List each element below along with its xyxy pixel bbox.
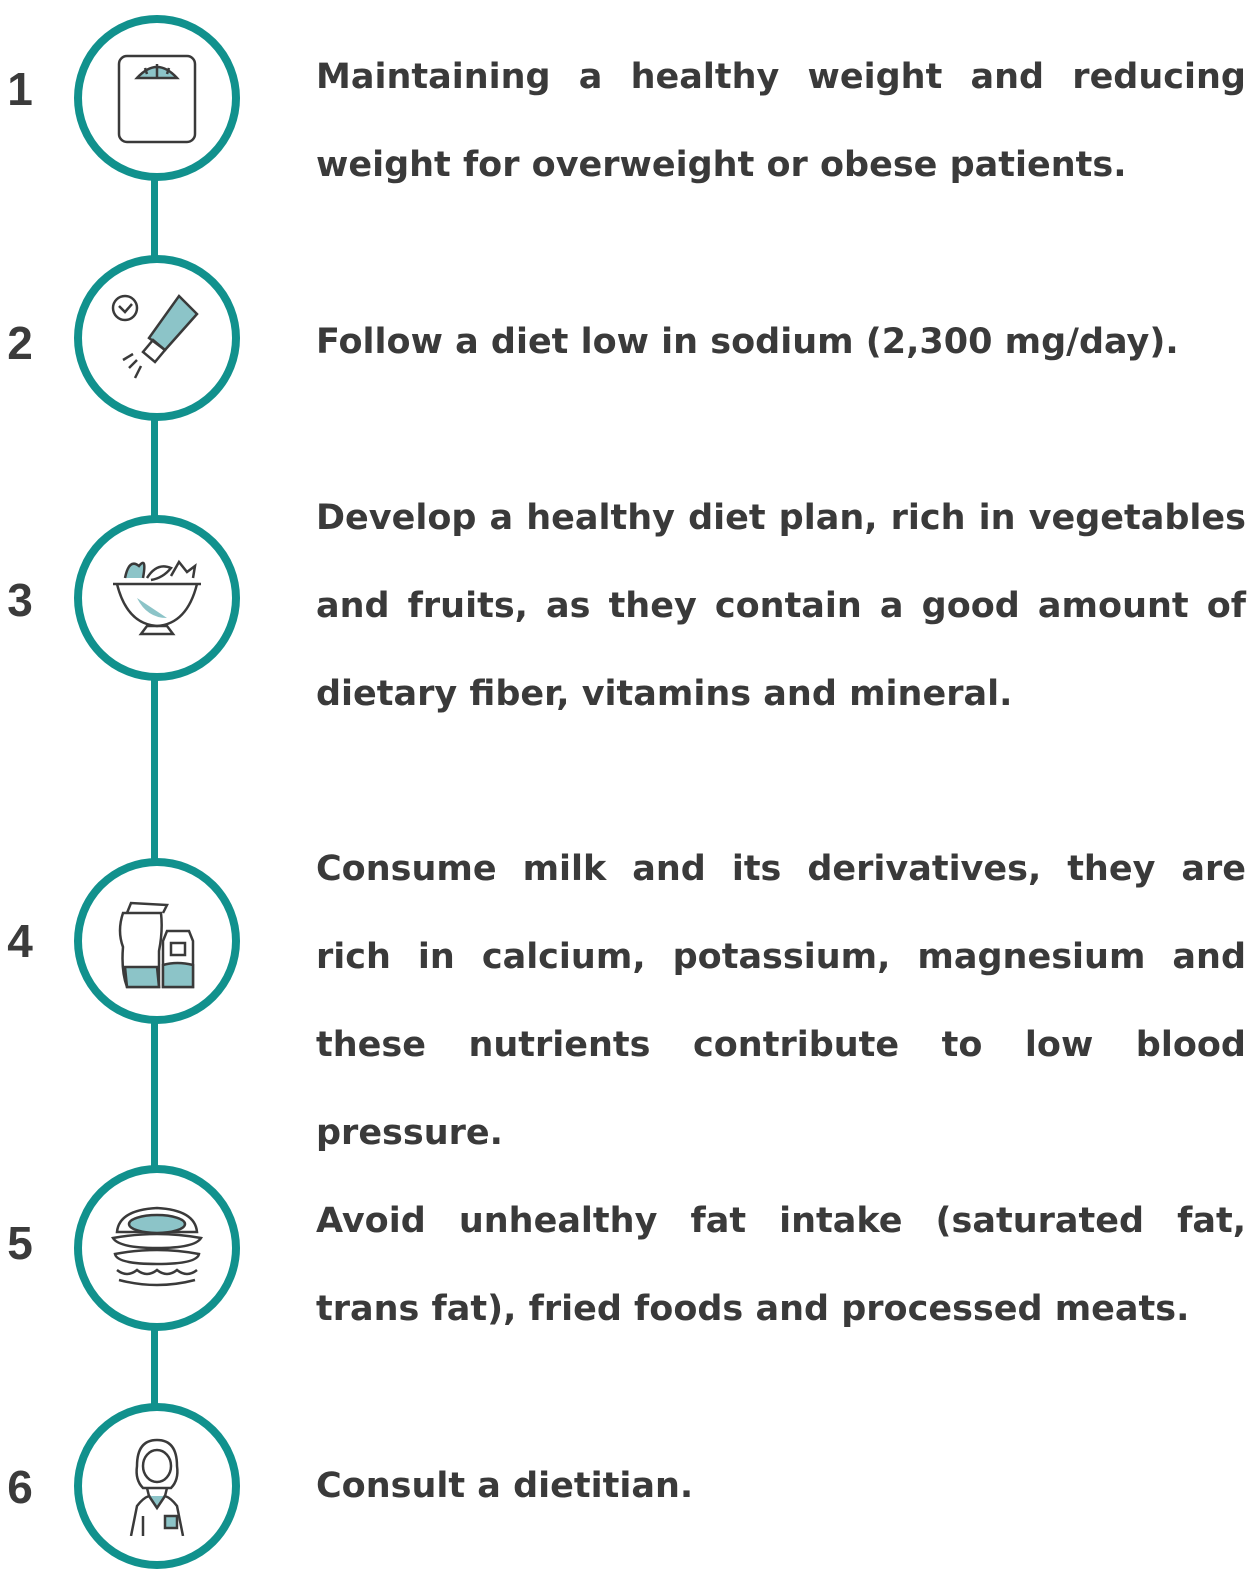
step-text: Consult a dietitian. bbox=[316, 1466, 694, 1506]
step-number: 2 bbox=[7, 317, 33, 369]
step-text: Consume milk and its derivatives, they are rich in calcium, potassium, magnesium and these nutrients contribute to low blood pressure. bbox=[316, 849, 1246, 1153]
step-number: 4 bbox=[7, 915, 33, 967]
milk-jug-icon bbox=[107, 891, 207, 991]
step-icon-circle bbox=[74, 515, 240, 681]
step-icon-circle bbox=[74, 1403, 240, 1569]
scale-icon bbox=[107, 48, 207, 148]
step-icon-circle bbox=[74, 858, 240, 1024]
step-icon-circle bbox=[74, 255, 240, 421]
step-icon-circle bbox=[74, 15, 240, 181]
step-number: 3 bbox=[7, 574, 33, 626]
step-icon-circle bbox=[74, 1165, 240, 1331]
step-number: 1 bbox=[7, 63, 33, 115]
step-text: Maintaining a healthy weight and reducing weight for overweight or obese patients. bbox=[316, 57, 1246, 185]
dietitian-icon bbox=[107, 1436, 207, 1536]
step-number: 5 bbox=[7, 1217, 33, 1269]
burger-icon bbox=[107, 1198, 207, 1298]
step-text: Follow a diet low in sodium (2,300 mg/day). bbox=[316, 322, 1179, 362]
step-text: Develop a healthy diet plan, rich in vegetables and fruits, as they contain a good amount of dietary fiber, vitamins and mineral. bbox=[316, 498, 1246, 714]
salad-bowl-icon bbox=[107, 548, 207, 648]
step-number: 6 bbox=[7, 1461, 33, 1513]
step-text: Avoid unhealthy fat intake (saturated fat, trans fat), fried foods and processed meats. bbox=[316, 1201, 1246, 1329]
salt-shaker-icon bbox=[107, 288, 207, 388]
